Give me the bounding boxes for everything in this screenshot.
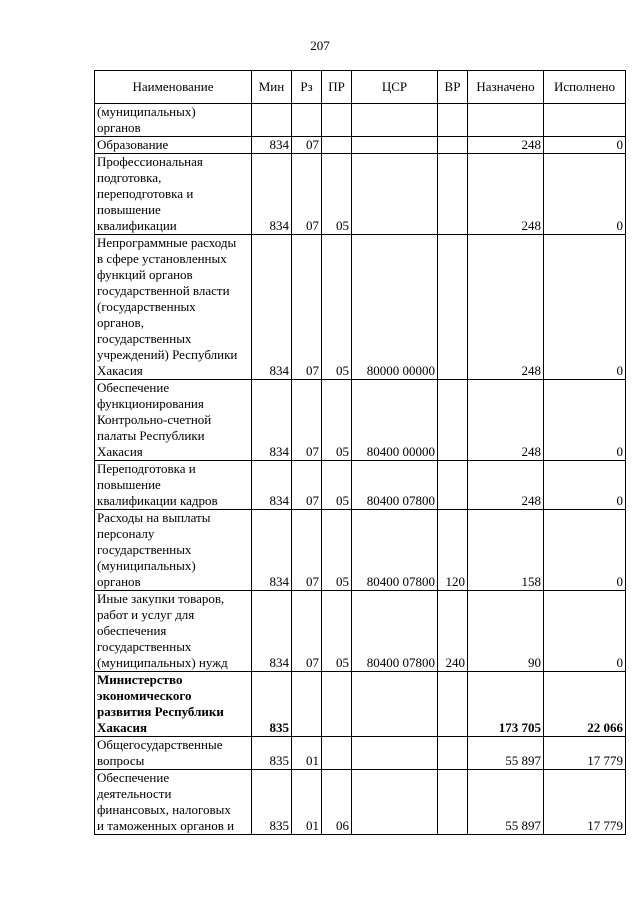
cell-min: 835	[252, 672, 292, 737]
cell-assigned: 90	[468, 591, 544, 672]
cell-vr	[438, 380, 468, 461]
cell-min	[252, 104, 292, 137]
cell-rz: 07	[292, 235, 322, 380]
cell-assigned: 248	[468, 380, 544, 461]
header-executed: Исполнено	[544, 71, 626, 104]
cell-name: Переподготовка и повышение квалификации кадров	[95, 461, 252, 510]
cell-rz	[292, 672, 322, 737]
cell-assigned: 248	[468, 235, 544, 380]
cell-vr	[438, 672, 468, 737]
cell-pr	[322, 672, 352, 737]
cell-pr: 05	[322, 510, 352, 591]
cell-executed: 17 779	[544, 737, 626, 770]
page-number: 207	[310, 38, 330, 53]
table-row	[95, 737, 626, 770]
header-pr: ПР	[322, 71, 352, 104]
header-vr: ВР	[438, 71, 468, 104]
cell-name: Профессиональная подготовка, переподготовка и повышение квалификации	[95, 154, 252, 235]
cell-vr	[438, 104, 468, 137]
cell-executed: 17 779	[544, 770, 626, 835]
cell-min: 834	[252, 380, 292, 461]
cell-rz: 01	[292, 770, 322, 835]
cell-pr: 05	[322, 154, 352, 235]
cell-vr	[438, 235, 468, 380]
cell-rz: 07	[292, 137, 322, 154]
header-min: Мин	[252, 71, 292, 104]
cell-executed: 0	[544, 137, 626, 154]
cell-name: Непрограммные расходы в сфере установленных функций органов государственной власти (государственных органов, государственных учреждений) Республики Хакасия	[95, 235, 252, 380]
cell-executed: 0	[544, 461, 626, 510]
header-name: Наименование	[95, 71, 252, 104]
table-row	[95, 510, 626, 591]
cell-assigned: 248	[468, 154, 544, 235]
table-row	[95, 137, 626, 154]
cell-executed: 0	[544, 235, 626, 380]
cell-vr: 240	[438, 591, 468, 672]
cell-executed	[544, 104, 626, 137]
budget-table	[94, 70, 626, 835]
cell-pr: 05	[322, 461, 352, 510]
cell-vr	[438, 737, 468, 770]
cell-rz: 07	[292, 510, 322, 591]
cell-assigned	[468, 104, 544, 137]
cell-min: 834	[252, 154, 292, 235]
table-row	[95, 770, 626, 835]
cell-csr: 80000 00000	[352, 235, 438, 380]
cell-min: 834	[252, 510, 292, 591]
cell-name: Обеспечение функционирования Контрольно-счетной палаты Республики Хакасия	[95, 380, 252, 461]
cell-min: 835	[252, 770, 292, 835]
cell-pr: 05	[322, 235, 352, 380]
cell-executed: 0	[544, 380, 626, 461]
cell-min: 835	[252, 737, 292, 770]
table-row	[95, 591, 626, 672]
cell-executed: 22 066	[544, 672, 626, 737]
cell-min: 834	[252, 235, 292, 380]
cell-rz: 01	[292, 737, 322, 770]
header-csr: ЦСР	[352, 71, 438, 104]
cell-csr	[352, 104, 438, 137]
cell-executed: 0	[544, 591, 626, 672]
header-rz: Рз	[292, 71, 322, 104]
cell-rz: 07	[292, 591, 322, 672]
cell-assigned: 55 897	[468, 770, 544, 835]
cell-pr: 06	[322, 770, 352, 835]
header-assigned: Назначено	[468, 71, 544, 104]
cell-csr	[352, 137, 438, 154]
cell-csr	[352, 154, 438, 235]
cell-rz: 07	[292, 380, 322, 461]
cell-min: 834	[252, 461, 292, 510]
cell-rz	[292, 104, 322, 137]
cell-name: Иные закупки товаров, работ и услуг для обеспечения государственных (муниципальных) нужд	[95, 591, 252, 672]
cell-assigned: 55 897	[468, 737, 544, 770]
cell-csr	[352, 672, 438, 737]
cell-pr: 05	[322, 380, 352, 461]
cell-csr	[352, 737, 438, 770]
table-row	[95, 672, 626, 737]
cell-pr	[322, 104, 352, 137]
table-row	[95, 154, 626, 235]
cell-csr: 80400 07800	[352, 591, 438, 672]
cell-rz: 07	[292, 154, 322, 235]
cell-rz: 07	[292, 461, 322, 510]
cell-vr	[438, 461, 468, 510]
cell-vr: 120	[438, 510, 468, 591]
cell-name: Обеспечение деятельности финансовых, налоговых и таможенных органов и	[95, 770, 252, 835]
cell-assigned: 158	[468, 510, 544, 591]
cell-name: Общегосударственные вопросы	[95, 737, 252, 770]
cell-executed: 0	[544, 154, 626, 235]
table-header-row	[95, 71, 626, 104]
cell-pr	[322, 737, 352, 770]
cell-assigned: 173 705	[468, 672, 544, 737]
cell-pr	[322, 137, 352, 154]
cell-vr	[438, 770, 468, 835]
cell-csr: 80400 07800	[352, 461, 438, 510]
table-row	[95, 235, 626, 380]
cell-assigned: 248	[468, 461, 544, 510]
cell-pr: 05	[322, 591, 352, 672]
cell-csr: 80400 00000	[352, 380, 438, 461]
cell-vr	[438, 154, 468, 235]
cell-name: Расходы на выплаты персоналу государственных (муниципальных) органов	[95, 510, 252, 591]
cell-min: 834	[252, 137, 292, 154]
table-row	[95, 461, 626, 510]
cell-csr: 80400 07800	[352, 510, 438, 591]
cell-name: Образование	[95, 137, 252, 154]
cell-vr	[438, 137, 468, 154]
table-body	[95, 104, 626, 835]
table-row	[95, 380, 626, 461]
cell-csr	[352, 770, 438, 835]
cell-executed: 0	[544, 510, 626, 591]
cell-name: Министерство экономического развития Республики Хакасия	[95, 672, 252, 737]
cell-name: (муниципальных) органов	[95, 104, 252, 137]
cell-min: 834	[252, 591, 292, 672]
table-row	[95, 104, 626, 137]
cell-assigned: 248	[468, 137, 544, 154]
